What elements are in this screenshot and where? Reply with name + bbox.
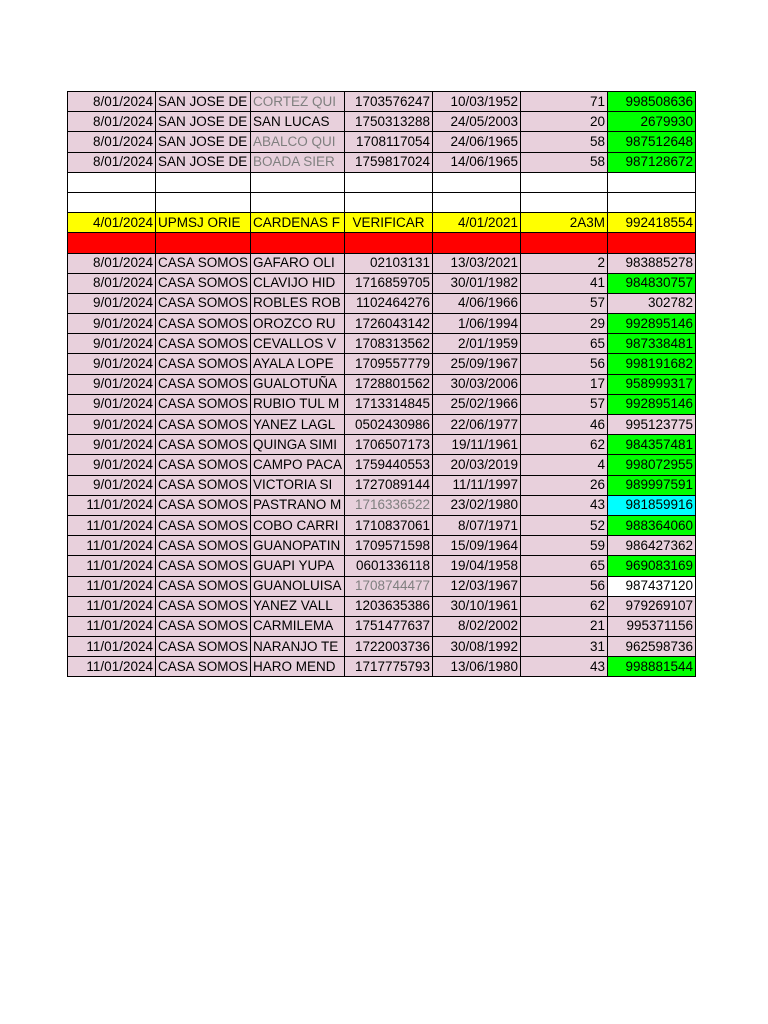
- facility-cell[interactable]: CASA SOMOS: [156, 536, 251, 556]
- date-cell[interactable]: 11/01/2024: [68, 657, 156, 677]
- facility-cell[interactable]: CASA SOMOS: [156, 435, 251, 455]
- facility-cell[interactable]: CASA SOMOS: [156, 273, 251, 293]
- date-cell[interactable]: 8/01/2024: [68, 112, 156, 132]
- id-cell[interactable]: 1703576247: [345, 92, 433, 112]
- name-cell[interactable]: SAN LUCAS: [251, 112, 345, 132]
- name-cell[interactable]: GUANOPATIN: [251, 536, 345, 556]
- date-cell[interactable]: 11/01/2024: [68, 596, 156, 616]
- name-cell[interactable]: CORTEZ QUI: [251, 92, 345, 112]
- facility-cell[interactable]: CASA SOMOS: [156, 354, 251, 374]
- phone-cell[interactable]: [608, 192, 696, 212]
- id-cell[interactable]: 1722003736: [345, 637, 433, 657]
- age-cell[interactable]: 57: [521, 293, 608, 313]
- facility-cell[interactable]: CASA SOMOS: [156, 515, 251, 535]
- name-cell[interactable]: HARO MEND: [251, 657, 345, 677]
- date-cell[interactable]: 8/01/2024: [68, 152, 156, 172]
- name-cell[interactable]: GAFARO OLI: [251, 253, 345, 273]
- table-row: [68, 213, 696, 233]
- phone-cell[interactable]: 984830757: [608, 273, 696, 293]
- facility-cell[interactable]: CASA SOMOS: [156, 475, 251, 495]
- phone-cell[interactable]: 962598736: [608, 637, 696, 657]
- name-cell[interactable]: CEVALLOS V: [251, 334, 345, 354]
- facility-cell[interactable]: CASA SOMOS: [156, 495, 251, 515]
- table-row: [68, 192, 696, 212]
- date-cell[interactable]: 9/01/2024: [68, 293, 156, 313]
- age-cell[interactable]: 62: [521, 435, 608, 455]
- facility-cell[interactable]: CASA SOMOS: [156, 394, 251, 414]
- phone-cell[interactable]: 981859916: [608, 495, 696, 515]
- birthdate-cell[interactable]: 11/11/1997: [433, 475, 521, 495]
- phone-cell[interactable]: 988364060: [608, 515, 696, 535]
- table-row: [68, 495, 696, 515]
- birthdate-cell[interactable]: 19/04/1958: [433, 556, 521, 576]
- phone-cell[interactable]: 992895146: [608, 314, 696, 334]
- age-cell[interactable]: 17: [521, 374, 608, 394]
- phone-cell[interactable]: 995371156: [608, 616, 696, 636]
- id-cell[interactable]: 1710837061: [345, 515, 433, 535]
- facility-cell[interactable]: CASA SOMOS: [156, 253, 251, 273]
- name-cell[interactable]: BOADA SIER: [251, 152, 345, 172]
- age-cell[interactable]: 2: [521, 253, 608, 273]
- facility-cell[interactable]: CASA SOMOS: [156, 314, 251, 334]
- facility-cell[interactable]: CASA SOMOS: [156, 334, 251, 354]
- phone-cell[interactable]: 992418554: [608, 213, 696, 233]
- age-cell[interactable]: 65: [521, 556, 608, 576]
- id-cell[interactable]: 1759440553: [345, 455, 433, 475]
- age-cell[interactable]: 58: [521, 132, 608, 152]
- age-cell[interactable]: 58: [521, 152, 608, 172]
- id-cell[interactable]: 1203635386: [345, 596, 433, 616]
- age-cell[interactable]: 65: [521, 334, 608, 354]
- id-cell[interactable]: 1716859705: [345, 273, 433, 293]
- id-cell[interactable]: 1708744477: [345, 576, 433, 596]
- birthdate-cell[interactable]: 15/09/1964: [433, 536, 521, 556]
- birthdate-cell[interactable]: 12/03/1967: [433, 576, 521, 596]
- table-row: [68, 233, 696, 253]
- birthdate-cell[interactable]: 23/02/1980: [433, 495, 521, 515]
- date-cell[interactable]: 11/01/2024: [68, 536, 156, 556]
- phone-cell[interactable]: 998072955: [608, 455, 696, 475]
- phone-cell[interactable]: 987512648: [608, 132, 696, 152]
- birthdate-cell[interactable]: 30/03/2006: [433, 374, 521, 394]
- phone-cell[interactable]: 983885278: [608, 253, 696, 273]
- birthdate-cell[interactable]: 8/07/1971: [433, 515, 521, 535]
- birthdate-cell[interactable]: 20/03/2019: [433, 455, 521, 475]
- age-cell[interactable]: 21: [521, 616, 608, 636]
- table-row: [68, 273, 696, 293]
- birthdate-cell[interactable]: 8/02/2002: [433, 616, 521, 636]
- id-cell[interactable]: 1708117054: [345, 132, 433, 152]
- name-cell[interactable]: ROBLES ROB: [251, 293, 345, 313]
- age-cell[interactable]: 43: [521, 495, 608, 515]
- facility-cell[interactable]: CASA SOMOS: [156, 576, 251, 596]
- date-cell[interactable]: 9/01/2024: [68, 455, 156, 475]
- birthdate-cell[interactable]: 1/06/1994: [433, 314, 521, 334]
- phone-cell[interactable]: 958999317: [608, 374, 696, 394]
- age-cell[interactable]: 56: [521, 576, 608, 596]
- age-cell[interactable]: 43: [521, 657, 608, 677]
- spreadsheet-table: [67, 91, 696, 677]
- age-cell[interactable]: 41: [521, 273, 608, 293]
- table-row: [68, 374, 696, 394]
- id-cell[interactable]: 1759817024: [345, 152, 433, 172]
- name-cell[interactable]: RUBIO TUL M: [251, 394, 345, 414]
- phone-cell[interactable]: 987437120: [608, 576, 696, 596]
- facility-cell[interactable]: SAN JOSE DE: [156, 92, 251, 112]
- age-cell[interactable]: 59: [521, 536, 608, 556]
- table-row: [68, 152, 696, 172]
- id-cell[interactable]: 0502430986: [345, 415, 433, 435]
- date-cell[interactable]: [68, 233, 156, 253]
- name-cell[interactable]: CARDENAS F: [251, 213, 345, 233]
- birthdate-cell[interactable]: 30/10/1961: [433, 596, 521, 616]
- age-cell[interactable]: 2A3M: [521, 213, 608, 233]
- table-row: [68, 515, 696, 535]
- facility-cell[interactable]: [156, 192, 251, 212]
- facility-cell[interactable]: CASA SOMOS: [156, 596, 251, 616]
- facility-cell[interactable]: CASA SOMOS: [156, 657, 251, 677]
- id-cell[interactable]: 1727089144: [345, 475, 433, 495]
- id-cell[interactable]: VERIFICAR: [345, 213, 433, 233]
- name-cell[interactable]: NARANJO TE: [251, 637, 345, 657]
- facility-cell[interactable]: SAN JOSE DE: [156, 152, 251, 172]
- table-row: [68, 556, 696, 576]
- birthdate-cell[interactable]: 4/06/1966: [433, 293, 521, 313]
- name-cell[interactable]: YANEZ VALL: [251, 596, 345, 616]
- name-cell[interactable]: [251, 192, 345, 212]
- name-cell[interactable]: CARMILEMA: [251, 616, 345, 636]
- table-row: [68, 435, 696, 455]
- name-cell[interactable]: CLAVIJO HID: [251, 273, 345, 293]
- table-row: [68, 354, 696, 374]
- table-row: [68, 394, 696, 414]
- phone-cell[interactable]: 969083169: [608, 556, 696, 576]
- birthdate-cell[interactable]: 25/09/1967: [433, 354, 521, 374]
- name-cell[interactable]: GUALOTUÑA: [251, 374, 345, 394]
- date-cell[interactable]: 11/01/2024: [68, 576, 156, 596]
- facility-cell[interactable]: CASA SOMOS: [156, 637, 251, 657]
- birthdate-cell[interactable]: 22/06/1977: [433, 415, 521, 435]
- id-cell[interactable]: 1751477637: [345, 616, 433, 636]
- date-cell[interactable]: 11/01/2024: [68, 495, 156, 515]
- age-cell[interactable]: 4: [521, 455, 608, 475]
- id-cell[interactable]: 0601336118: [345, 556, 433, 576]
- phone-cell[interactable]: 987338481: [608, 334, 696, 354]
- id-cell[interactable]: 1726043142: [345, 314, 433, 334]
- phone-cell[interactable]: [608, 233, 696, 253]
- id-cell[interactable]: 1102464276: [345, 293, 433, 313]
- table-row: [68, 415, 696, 435]
- phone-cell[interactable]: [608, 172, 696, 192]
- birthdate-cell[interactable]: 13/03/2021: [433, 253, 521, 273]
- facility-cell[interactable]: UPMSJ ORIE: [156, 213, 251, 233]
- table-row: [68, 596, 696, 616]
- id-cell[interactable]: 1716336522: [345, 495, 433, 515]
- facility-cell[interactable]: [156, 233, 251, 253]
- age-cell[interactable]: 56: [521, 354, 608, 374]
- name-cell[interactable]: CAMPO PACA: [251, 455, 345, 475]
- facility-cell[interactable]: CASA SOMOS: [156, 293, 251, 313]
- name-cell[interactable]: ABALCO QUI: [251, 132, 345, 152]
- birthdate-cell[interactable]: 25/02/1966: [433, 394, 521, 414]
- phone-cell[interactable]: 984357481: [608, 435, 696, 455]
- id-cell[interactable]: 1706507173: [345, 435, 433, 455]
- phone-cell[interactable]: 998508636: [608, 92, 696, 112]
- table-row: [68, 112, 696, 132]
- phone-cell[interactable]: 998881544: [608, 657, 696, 677]
- phone-cell[interactable]: 998191682: [608, 354, 696, 374]
- id-cell[interactable]: 1717775793: [345, 657, 433, 677]
- table-row: [68, 172, 696, 192]
- date-cell[interactable]: 9/01/2024: [68, 314, 156, 334]
- phone-cell[interactable]: 987128672: [608, 152, 696, 172]
- birthdate-cell[interactable]: [433, 172, 521, 192]
- age-cell[interactable]: 31: [521, 637, 608, 657]
- date-cell[interactable]: 11/01/2024: [68, 616, 156, 636]
- phone-cell[interactable]: 989997591: [608, 475, 696, 495]
- table-row: [68, 132, 696, 152]
- id-cell[interactable]: 1709571598: [345, 536, 433, 556]
- date-cell[interactable]: [68, 172, 156, 192]
- facility-cell[interactable]: CASA SOMOS: [156, 374, 251, 394]
- name-cell[interactable]: OROZCO RU: [251, 314, 345, 334]
- birthdate-cell[interactable]: 30/08/1992: [433, 637, 521, 657]
- table-row: [68, 475, 696, 495]
- birthdate-cell[interactable]: 30/01/1982: [433, 273, 521, 293]
- age-cell[interactable]: 20: [521, 112, 608, 132]
- table-row: [68, 536, 696, 556]
- facility-cell[interactable]: CASA SOMOS: [156, 556, 251, 576]
- name-cell[interactable]: AYALA LOPE: [251, 354, 345, 374]
- date-cell[interactable]: 9/01/2024: [68, 475, 156, 495]
- table-row: [68, 92, 696, 112]
- id-cell[interactable]: 1708313562: [345, 334, 433, 354]
- date-cell[interactable]: 9/01/2024: [68, 354, 156, 374]
- table-row: [68, 455, 696, 475]
- name-cell[interactable]: PASTRANO M: [251, 495, 345, 515]
- age-cell[interactable]: 57: [521, 394, 608, 414]
- facility-cell[interactable]: SAN JOSE DE: [156, 112, 251, 132]
- birthdate-cell[interactable]: 2/01/1959: [433, 334, 521, 354]
- id-cell[interactable]: 1713314845: [345, 394, 433, 414]
- facility-cell[interactable]: CASA SOMOS: [156, 455, 251, 475]
- phone-cell[interactable]: 979269107: [608, 596, 696, 616]
- birthdate-cell[interactable]: 14/06/1965: [433, 152, 521, 172]
- date-cell[interactable]: 8/01/2024: [68, 92, 156, 112]
- date-cell[interactable]: 11/01/2024: [68, 556, 156, 576]
- id-cell[interactable]: 02103131: [345, 253, 433, 273]
- birthdate-cell[interactable]: 13/06/1980: [433, 657, 521, 677]
- age-cell[interactable]: 46: [521, 415, 608, 435]
- age-cell[interactable]: [521, 172, 608, 192]
- phone-cell[interactable]: 986427362: [608, 536, 696, 556]
- facility-cell[interactable]: SAN JOSE DE: [156, 132, 251, 152]
- table-row: [68, 293, 696, 313]
- date-cell[interactable]: 9/01/2024: [68, 334, 156, 354]
- age-cell[interactable]: [521, 233, 608, 253]
- birthdate-cell[interactable]: 10/03/1952: [433, 92, 521, 112]
- id-cell[interactable]: 1750313288: [345, 112, 433, 132]
- phone-cell[interactable]: 995123775: [608, 415, 696, 435]
- name-cell[interactable]: QUINGA SIMI: [251, 435, 345, 455]
- facility-cell[interactable]: CASA SOMOS: [156, 616, 251, 636]
- name-cell[interactable]: [251, 233, 345, 253]
- facility-cell[interactable]: [156, 172, 251, 192]
- id-cell[interactable]: [345, 233, 433, 253]
- age-cell[interactable]: 62: [521, 596, 608, 616]
- table-row: [68, 657, 696, 677]
- name-cell[interactable]: GUANOLUISA: [251, 576, 345, 596]
- name-cell[interactable]: YANEZ LAGL: [251, 415, 345, 435]
- table-row: [68, 334, 696, 354]
- date-cell[interactable]: 11/01/2024: [68, 637, 156, 657]
- facility-cell[interactable]: CASA SOMOS: [156, 415, 251, 435]
- id-cell[interactable]: [345, 172, 433, 192]
- id-cell[interactable]: 1728801562: [345, 374, 433, 394]
- date-cell[interactable]: 9/01/2024: [68, 435, 156, 455]
- name-cell[interactable]: VICTORIA SI: [251, 475, 345, 495]
- name-cell[interactable]: GUAPI YUPA: [251, 556, 345, 576]
- birthdate-cell[interactable]: 4/01/2021: [433, 213, 521, 233]
- name-cell[interactable]: COBO CARRI: [251, 515, 345, 535]
- age-cell[interactable]: 52: [521, 515, 608, 535]
- date-cell[interactable]: 8/01/2024: [68, 253, 156, 273]
- birthdate-cell[interactable]: [433, 192, 521, 212]
- table-row: [68, 253, 696, 273]
- date-cell[interactable]: 9/01/2024: [68, 415, 156, 435]
- age-cell[interactable]: 29: [521, 314, 608, 334]
- name-cell[interactable]: [251, 172, 345, 192]
- table-row: [68, 637, 696, 657]
- spreadsheet-body: [68, 92, 696, 677]
- date-cell[interactable]: [68, 192, 156, 212]
- phone-cell[interactable]: 992895146: [608, 394, 696, 414]
- birthdate-cell[interactable]: 19/11/1961: [433, 435, 521, 455]
- age-cell[interactable]: [521, 192, 608, 212]
- age-cell[interactable]: 26: [521, 475, 608, 495]
- date-cell[interactable]: 9/01/2024: [68, 374, 156, 394]
- birthdate-cell[interactable]: 24/05/2003: [433, 112, 521, 132]
- birthdate-cell[interactable]: 24/06/1965: [433, 132, 521, 152]
- date-cell[interactable]: 11/01/2024: [68, 515, 156, 535]
- table-row: [68, 576, 696, 596]
- id-cell[interactable]: [345, 192, 433, 212]
- age-cell[interactable]: 71: [521, 92, 608, 112]
- date-cell[interactable]: 9/01/2024: [68, 394, 156, 414]
- date-cell[interactable]: 4/01/2024: [68, 213, 156, 233]
- date-cell[interactable]: 8/01/2024: [68, 132, 156, 152]
- table-row: [68, 314, 696, 334]
- phone-cell[interactable]: 302782: [608, 293, 696, 313]
- table-row: [68, 616, 696, 636]
- phone-cell[interactable]: 2679930: [608, 112, 696, 132]
- date-cell[interactable]: 8/01/2024: [68, 273, 156, 293]
- id-cell[interactable]: 1709557779: [345, 354, 433, 374]
- birthdate-cell[interactable]: [433, 233, 521, 253]
